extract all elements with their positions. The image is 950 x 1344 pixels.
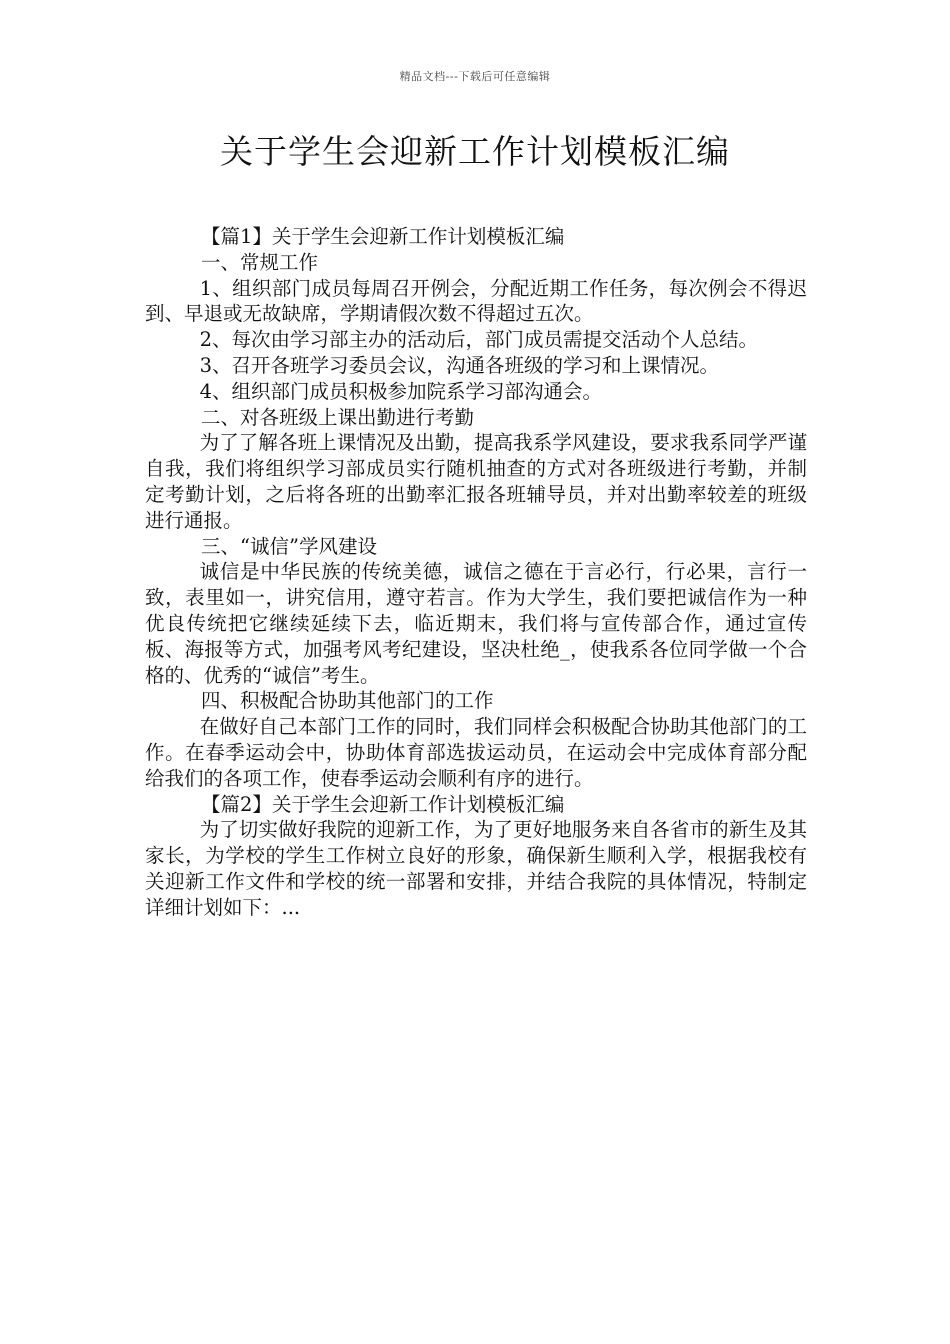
section3-paragraph: 诚信是中华民族的传统美德，诚信之德在于言必行，行必果，言行一致，表里如一，讲究信用，遵守若言。作为大学生，我们要把诚信作为一种优良传统把它继续延续下去，临近期末，我们将与宣传部合作，通过宣传板、海报等方式，加强考风考纪建设，坚决杜绝_，使我系各位同学做一个合格的、优秀的“诚信”考生。 [145, 560, 807, 687]
section1-item4: 4、组织部门成员积极参加院系学习部沟通会。 [199, 379, 603, 403]
pian1-heading: 【篇1】关于学生会迎新工作计划模板汇编 [201, 225, 565, 248]
document-body [145, 224, 807, 921]
section3-heading: 三、“诚信”学风建设 [201, 534, 377, 558]
pian2-paragraph: 为了切实做好我院的迎新工作，为了更好地服务来自各省市的新生及其家长，为学校的学生工作树立良好的形象，确保新生顺利入学，根据我校有关迎新工作文件和学校的统一部署和安排，并结合我院的具体情况，特制定详细计划如下：... [145, 818, 807, 919]
section1-item2: 2、每次由学习部主办的活动后，部门成员需提交活动个人总结。 [199, 328, 759, 352]
section4-paragraph: 在做好自己本部门工作的同时，我们同样会积极配合协助其他部门的工作。在春季运动会中，协助体育部选拔运动员，在运动会中完成体育部分配给我们的各项工作，使春季运动会顺利有序的进行。 [145, 715, 807, 790]
header-note: 精品文档---下载后可任意编辑 [399, 70, 551, 83]
section2-heading: 二、对各班级上课出勤进行考勤 [201, 405, 475, 429]
section4-heading: 四、积极配合协助其他部门的工作 [201, 689, 494, 713]
section1-item1: 1、组织部门成员每周召开例会，分配近期工作任务，每次例会不得迟到、早退或无故缺席，学期请假次数不得超过五次。 [145, 276, 807, 326]
pian2-heading: 【篇2】关于学生会迎新工作计划模板汇编 [201, 792, 565, 816]
document-title: 关于学生会迎新工作计划模板汇编 [220, 132, 730, 171]
section1-heading: 一、常规工作 [201, 250, 319, 274]
section1-item3: 3、召开各班学习委员会议，沟通各班级的学习和上课情况。 [199, 353, 720, 377]
section2-paragraph: 为了了解各班上课情况及出勤，提高我系学风建设，要求我系同学严谨自我，我们将组织学习部成员实行随机抽查的方式对各班级进行考勤，并制定考勤计划，之后将各班的出勤率汇报各班辅导员，并对出勤率较差的班级进行通报。 [145, 431, 807, 532]
